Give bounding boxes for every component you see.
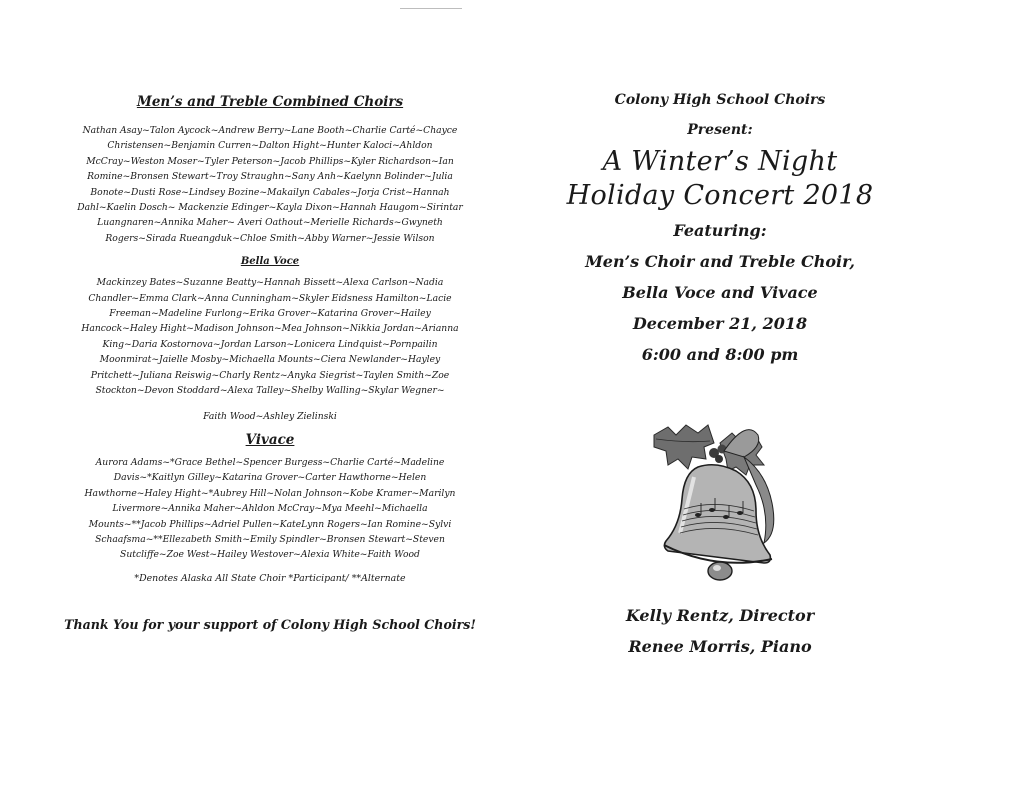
- holiday-bell-illustration: [646, 413, 796, 593]
- name-line: King~Daria Kostornova~Jordan Larson~Lonicera Lindquist~Pornpailin: [102, 338, 438, 350]
- top-divider: [400, 8, 462, 9]
- name-line: Christensen~Benjamin Curren~Dalton Hight~Hunter Kaloci~Ahldon: [107, 140, 433, 152]
- name-line: Livermore~Annika Maher~Ahldon McCray~Mya Meehl~Michaella: [112, 503, 428, 515]
- concert-time: 6:00 and 8:00 pm: [641, 345, 799, 364]
- featured-groups-line2: Bella Voce and Vivace: [622, 283, 818, 302]
- concert-title-line2: Holiday Concert 2018: [566, 180, 874, 211]
- school-name: Colony High School Choirs: [614, 92, 826, 108]
- concert-title-line1: A Winter’s Night: [602, 146, 838, 177]
- name-line: Freeman~Madeline Furlong~Erika Grover~Katarina Grover~Hailey: [109, 308, 431, 320]
- name-line: Pritchett~Juliana Reiswig~Charly Rentz~Anyka Siegrist~Taylen Smith~Zoe: [90, 369, 450, 381]
- name-line: Chandler~Emma Clark~Anna Cunningham~Skyler Eidsness Hamilton~Lacie: [88, 292, 452, 304]
- name-line: Mounts~**Jacob Phillips~Adriel Pullen~KateLynn Rogers~Ian Romine~Sylvi: [88, 518, 452, 530]
- bella-voce-heading: Bella Voce: [240, 256, 300, 268]
- name-line: Hancock~Haley Hight~Madison Johnson~Mea Johnson~Nikkia Jordan~Arianna: [81, 323, 459, 335]
- vivace-names: [60, 455, 480, 563]
- name-line: Dahl~Kaelin Dosch~ Mackenzie Edinger~Kayla Dixon~Hannah Haugom~Sirintar: [77, 202, 463, 214]
- bella-voce-names: [60, 275, 480, 398]
- name-line: Aurora Adams~*Grace Bethel~Spencer Burgess~Charlie Carté~Madeline: [95, 456, 445, 468]
- name-line: Bonote~Dusti Rose~Lindsey Bozine~Makailyn Cabales~Jorja Crist~Hannah: [90, 186, 450, 198]
- name-line: Stockton~Devon Stoddard~Alexa Talley~Shelby Walling~Skylar Wegner~: [95, 385, 445, 397]
- combined-choirs-names: [60, 123, 480, 246]
- name-line: Mackinzey Bates~Suzanne Beatty~Hannah Bissett~Alexa Carlson~Nadia: [96, 277, 444, 289]
- program-left-panel: [60, 92, 480, 632]
- featuring-label: Featuring:: [673, 221, 767, 240]
- director-credit: Kelly Rentz, Director: [625, 606, 815, 625]
- combined-choirs-heading: Men’s and Treble Combined Choirs: [136, 94, 404, 110]
- all-state-note: *Denotes Alaska All State Choir *Participant/ **Alternate: [134, 572, 406, 584]
- name-line: Schaafsma~**Ellezabeth Smith~Emily Spindler~Bronsen Stewart~Steven: [95, 533, 445, 545]
- name-line: Davis~*Kaitlyn Gilley~Katarina Grover~Carter Hawthorne~Helen: [113, 472, 427, 484]
- name-line: Moonmirat~Jaielle Mosby~Michaella Mounts~Ciera Newlander~Hayley: [99, 354, 441, 366]
- vivace-heading: Vivace: [245, 431, 295, 448]
- thank-you-message: Thank You for your support of Colony High School Choirs!: [64, 616, 476, 632]
- name-line: Luangnaren~Annika Maher~ Averi Oathout~Merielle Richards~Gwyneth: [97, 217, 443, 229]
- name-line: McCray~Weston Moser~Tyler Peterson~Jacob Phillips~Kyler Richardson~Ian: [86, 155, 454, 167]
- featured-groups-line1: Men’s Choir and Treble Choir,: [585, 252, 855, 271]
- concert-date: December 21, 2018: [632, 314, 808, 333]
- name-line: Nathan Asay~Talon Aycock~Andrew Berry~Lane Booth~Charlie Carté~Chayce: [82, 125, 458, 136]
- name-line: Sutcliffe~Zoe West~Hailey Westover~Alexia White~Faith Wood: [120, 549, 420, 561]
- piano-credit: Renee Morris, Piano: [628, 637, 812, 656]
- name-line: Hawthorne~Haley Hight~*Aubrey Hill~Nolan Johnson~Kobe Kramer~Marilyn: [84, 487, 456, 499]
- name-line: Romine~Bronsen Stewart~Troy Straughn~Sany Anh~Kaelynn Bolinder~Julia: [87, 171, 453, 183]
- bella-voce-extra-names: Faith Wood~Ashley Zielinski: [203, 410, 337, 422]
- name-line: Rogers~Sirada Rueangduk~Chloe Smith~Abby Warner~Jessie Wilson: [105, 232, 435, 244]
- present-label: Present:: [687, 122, 753, 138]
